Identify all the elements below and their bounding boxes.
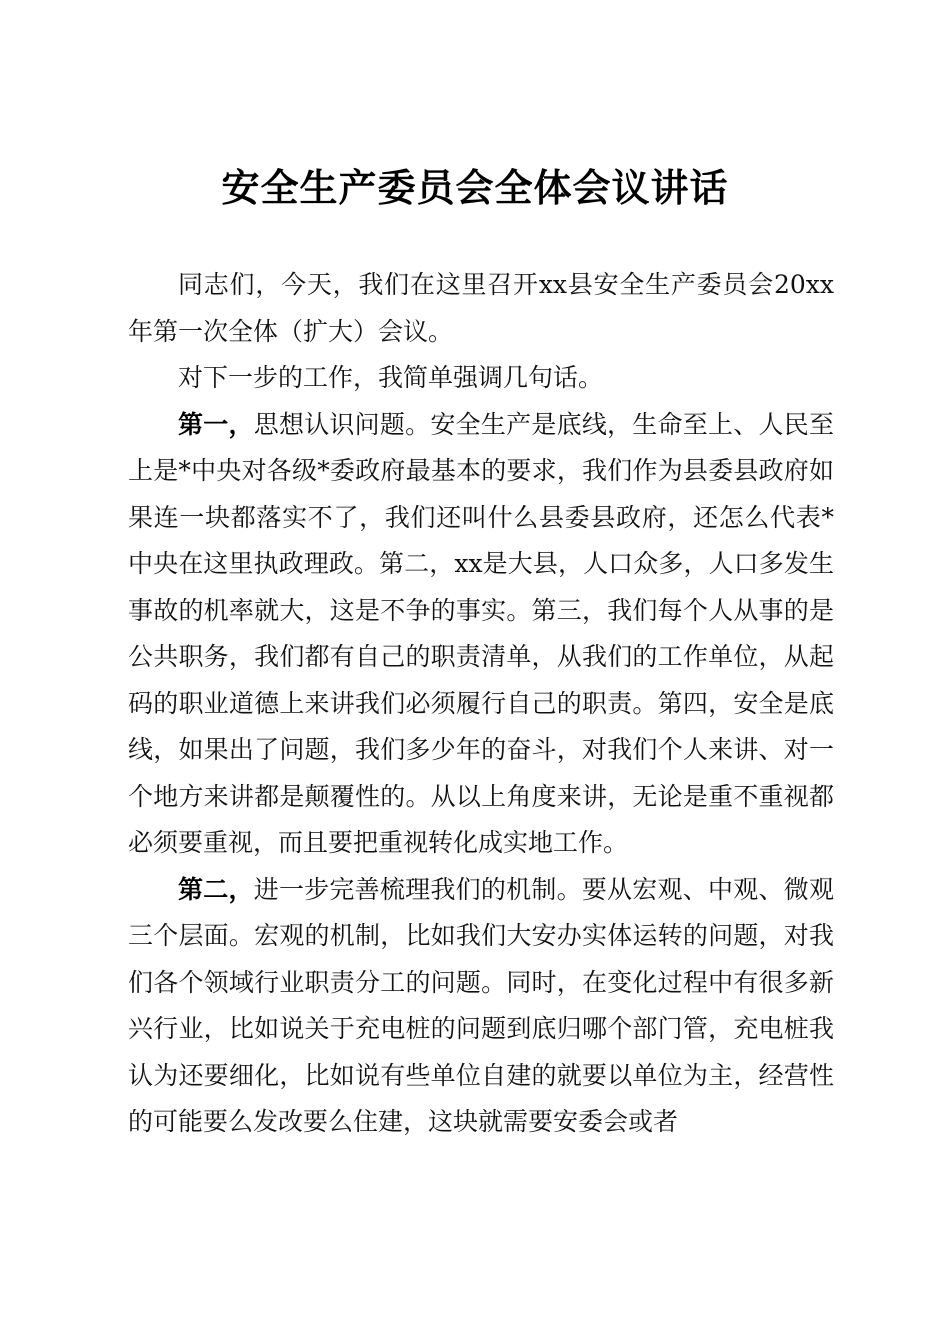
paragraph-text: 对下一步的工作，我简单强调几句话。 — [178, 363, 604, 392]
paragraph-intro — [128, 355, 834, 402]
paragraph-opening — [128, 262, 834, 355]
document-title: 安全生产委员会全体会议讲话 — [221, 165, 729, 210]
document-body — [128, 262, 834, 1146]
paragraph-text: 同志们，今天，我们在这里召开xx县安全生产委员会20xx年第一次全体（扩大）会议。 — [128, 270, 834, 346]
paragraph-text: 思想认识问题。安全生产是底线，生命至上、人民至上是*中央对各级*委政府最基本的要求，我们作为县委县政府如果连一块都落实不了，我们还叫什么县委县政府，还怎么代表*中央在这里执政理政。第二，xx是大县，人口众多，人口多发生事故的机率就大，这是不争的事实。第三，我们每个人从事的是公共职务，我们都有自己的职责清单，从我们的工作单位，从起码的职业道德上来讲我们必须履行自己的职责。第四，安全是底线，如果出了问题，我们多少年的奋斗，对我们个人来讲、对一个地方来讲都是颠覆性的。从以上角度来讲，无论是重不重视都必须要重视，而且要把重视转化成实地工作。 — [128, 409, 834, 857]
paragraph-text: 进一步完善梳理我们的机制。要从宏观、中观、微观三个层面。宏观的机制，比如我们大安办实体运转的问题，对我们各个领域行业职责分工的问题。同时，在变化过程中有很多新兴行业，比如说关于充电桩的问题到底归哪个部门管，充电桩我认为还要细化，比如说有些单位自建的就要以单位为主，经营性的可能要么发改要么住建，这块就需要安委会或者 — [128, 874, 834, 1136]
paragraph-lead: 第一， — [178, 409, 254, 439]
paragraph-first-point — [128, 402, 834, 867]
paragraph-second-point — [128, 867, 834, 1146]
paragraph-lead: 第二， — [178, 874, 254, 904]
